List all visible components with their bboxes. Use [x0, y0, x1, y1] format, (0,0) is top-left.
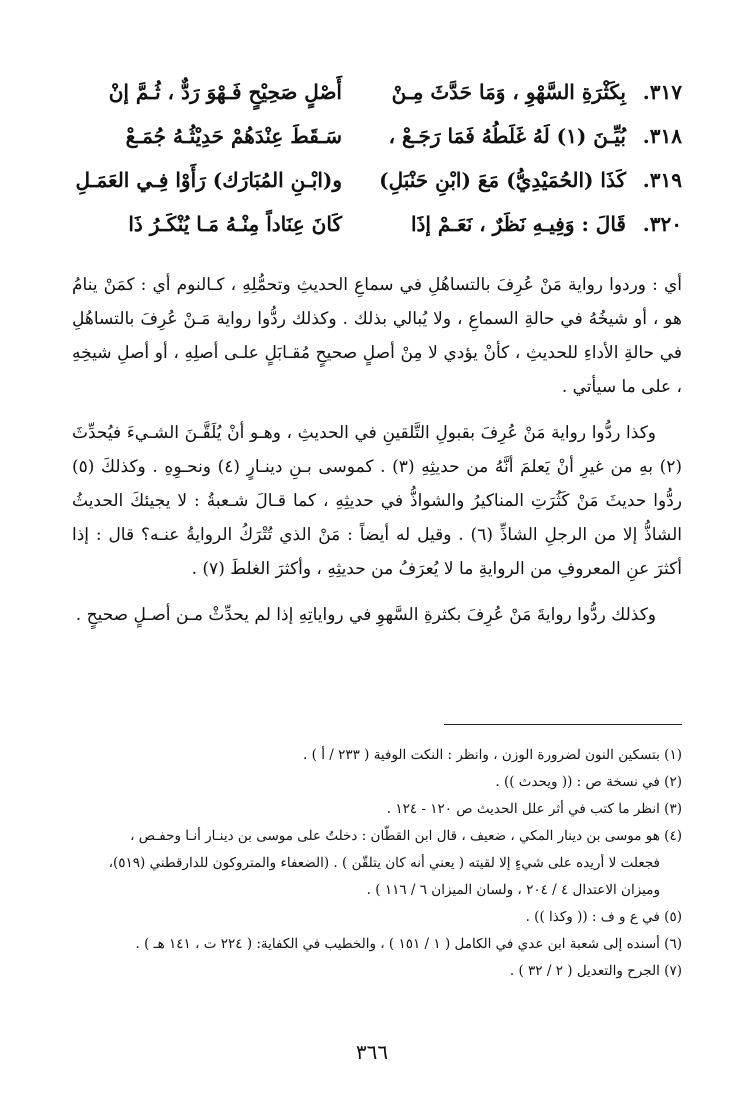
commentary-paragraph: وكذا ردُّوا رواية مَنْ عُرِفَ بقبولِ التَّلقينِ في الحديثِ ، وهـو أنْ يُلَقَّـنَ الشـيءَ فيُحدِّثَ (٢) بهِ من غيرِ أنْ يَعلمَ أنَّهُ من حديثِهِ (٣) . كموسى بـنِ دينـارٍ (٤) ونحـوِهِ . وكذلكَ (٥) ردُّوا حديثَ مَنْ كَثُرَتِ المناكيرُ والشواذُّ في حديثِهِ ، كما قـالَ شـعبةُ : لا يجيئكَ الحديثُ الشاذُّ إلا من الرجلِ الشاذِّ (٦) . وقيل له أيضاً : مَنْ الذي تُتْرَكُ الروايةُ عنـه؟ قال : إذا أكثرَ عنِ المعروفِ من الروايةِ ما لا يُعرَفُ من حديثِهِ ، وأكثرَ الغلطَ (٧) .	[72, 423, 683, 579]
footnote: (٦) أسنده إلى شعبة ابن عدي في الكامل ( ١ / ١٥١ ) ، والخطيب في الكفاية: ( ٢٢٤ ت ، ١٤١ هـ ) .	[135, 936, 682, 952]
verse-first-hemistich: كَذَا (الحُمَيْدِيُّ) مَعَ (ابْنِ حَنْبَلِ)	[379, 168, 626, 192]
footnotes	[72, 742, 682, 985]
footnote: (٧) الجرح والتعديل ( ٢ / ٣٢ ) .	[509, 963, 682, 979]
footnote-text: (٤) هو موسى بن دينار المكي ، ضعيف ، قال ابن القطّان : دخلتُ على موسى بن دينـار أنـا وحفـص ،	[130, 828, 682, 844]
footnote: (٥) في ع و ف : (( وكذا )) .	[525, 909, 682, 925]
verse-line	[72, 124, 682, 168]
verse-number: ٣١٧.	[642, 80, 682, 104]
verse-second-hemistich: و(ابْـنِ المُبَارَك) رَأَوْا فِـي العَمَـلِ	[75, 168, 342, 192]
footnote: (٣) انظر ما كتب في أثر علل الحديث ص ١٢٠ - ١٢٤ .	[386, 801, 682, 817]
commentary-paragraph: وكذلك ردُّوا روايةَ مَنْ عُرِفَ بكثرةِ السَّهوِ في رواياتِهِ إذا لم يحدِّثْ مـن أصـلٍ صحيحٍ .	[75, 605, 656, 625]
verse-first-hemistich: قَالَ : وَفِيـهِ نَظَرٌ ، نَعَـمْ إذَا	[410, 212, 626, 236]
page-number: ٣٦٦	[355, 1040, 389, 1064]
footnote-separator	[444, 724, 682, 725]
verse-number: ٣١٩.	[642, 168, 682, 192]
verse-line	[72, 80, 682, 124]
verse-second-hemistich: أَصْلٍ صَحِيْحٍ فَـهْوَ رَدٌّ ، ثُـمَّ إنْ	[108, 80, 342, 104]
commentary	[72, 268, 682, 644]
verse-number: ٣١٨.	[642, 124, 682, 148]
footnote-continuation: فجعلت لا أريده على شيءٍ إلا لقيته ( يعني أنه كان يتلقّن ) . (الضعفاء والمتروكون للدارقطني (٥١٩)،	[108, 855, 660, 871]
commentary-paragraph: أي : وردوا رواية مَنْ عُرِفَ بالتساهُلِ في سماعِ الحديثِ وتحمُّلِهِ ، كـالنوم أي : كمَنْ ينامُ هو ، أو شيخُهُ في حالةِ السماعِ ، ولا يُبالي بذلك . وكذلك ردُّوا رواية مَـنْ عُرِفَ بالتساهُلِ في حالةِ الأداءِ للحديثِ ، كأنْ يؤدي لا مِنْ أصلٍ صحيحٍ مُقـابَلٍ علـى أصلِهِ ، أو أصلِ شيخِهِ ، على ما سيأتي .	[72, 275, 682, 397]
verse-first-hemistich: بُيِّـنَ (١) لَهُ غَلَطُهُ فَمَا رَجَـعْ ،	[388, 124, 626, 148]
verse-second-hemistich: سَـقَطَ عِنْدَهُمْ حَدِيْثُـهُ جُمَـعْ	[125, 124, 342, 148]
footnote	[72, 823, 682, 904]
verse-first-hemistich: بِكَثْرَةِ السَّهْوِ ، وَمَا حَدَّثَ مِـنْ	[391, 80, 626, 104]
footnote: (١) بتسكين النون لضرورة الوزن ، وانظر : النكت الوفية ( ٢٣٣ / أ ) .	[303, 747, 682, 763]
footnote: (٢) في نسخة ص : (( ويحدث )) .	[495, 774, 682, 790]
footnote-continuation: وميزان الاعتدال ٤ / ٢٠٤ ، ولسان الميزان ٦ / ١١٦ ) .	[366, 882, 660, 898]
verse-line	[72, 168, 682, 212]
verse-number: ٣٢٠.	[642, 212, 682, 236]
verse-second-hemistich: كَانَ عِنَاداً مِنْـهُ مَـا يُنْكَـرُ ذَا	[128, 212, 342, 236]
verse-line	[72, 212, 682, 256]
verse-block	[72, 80, 682, 256]
